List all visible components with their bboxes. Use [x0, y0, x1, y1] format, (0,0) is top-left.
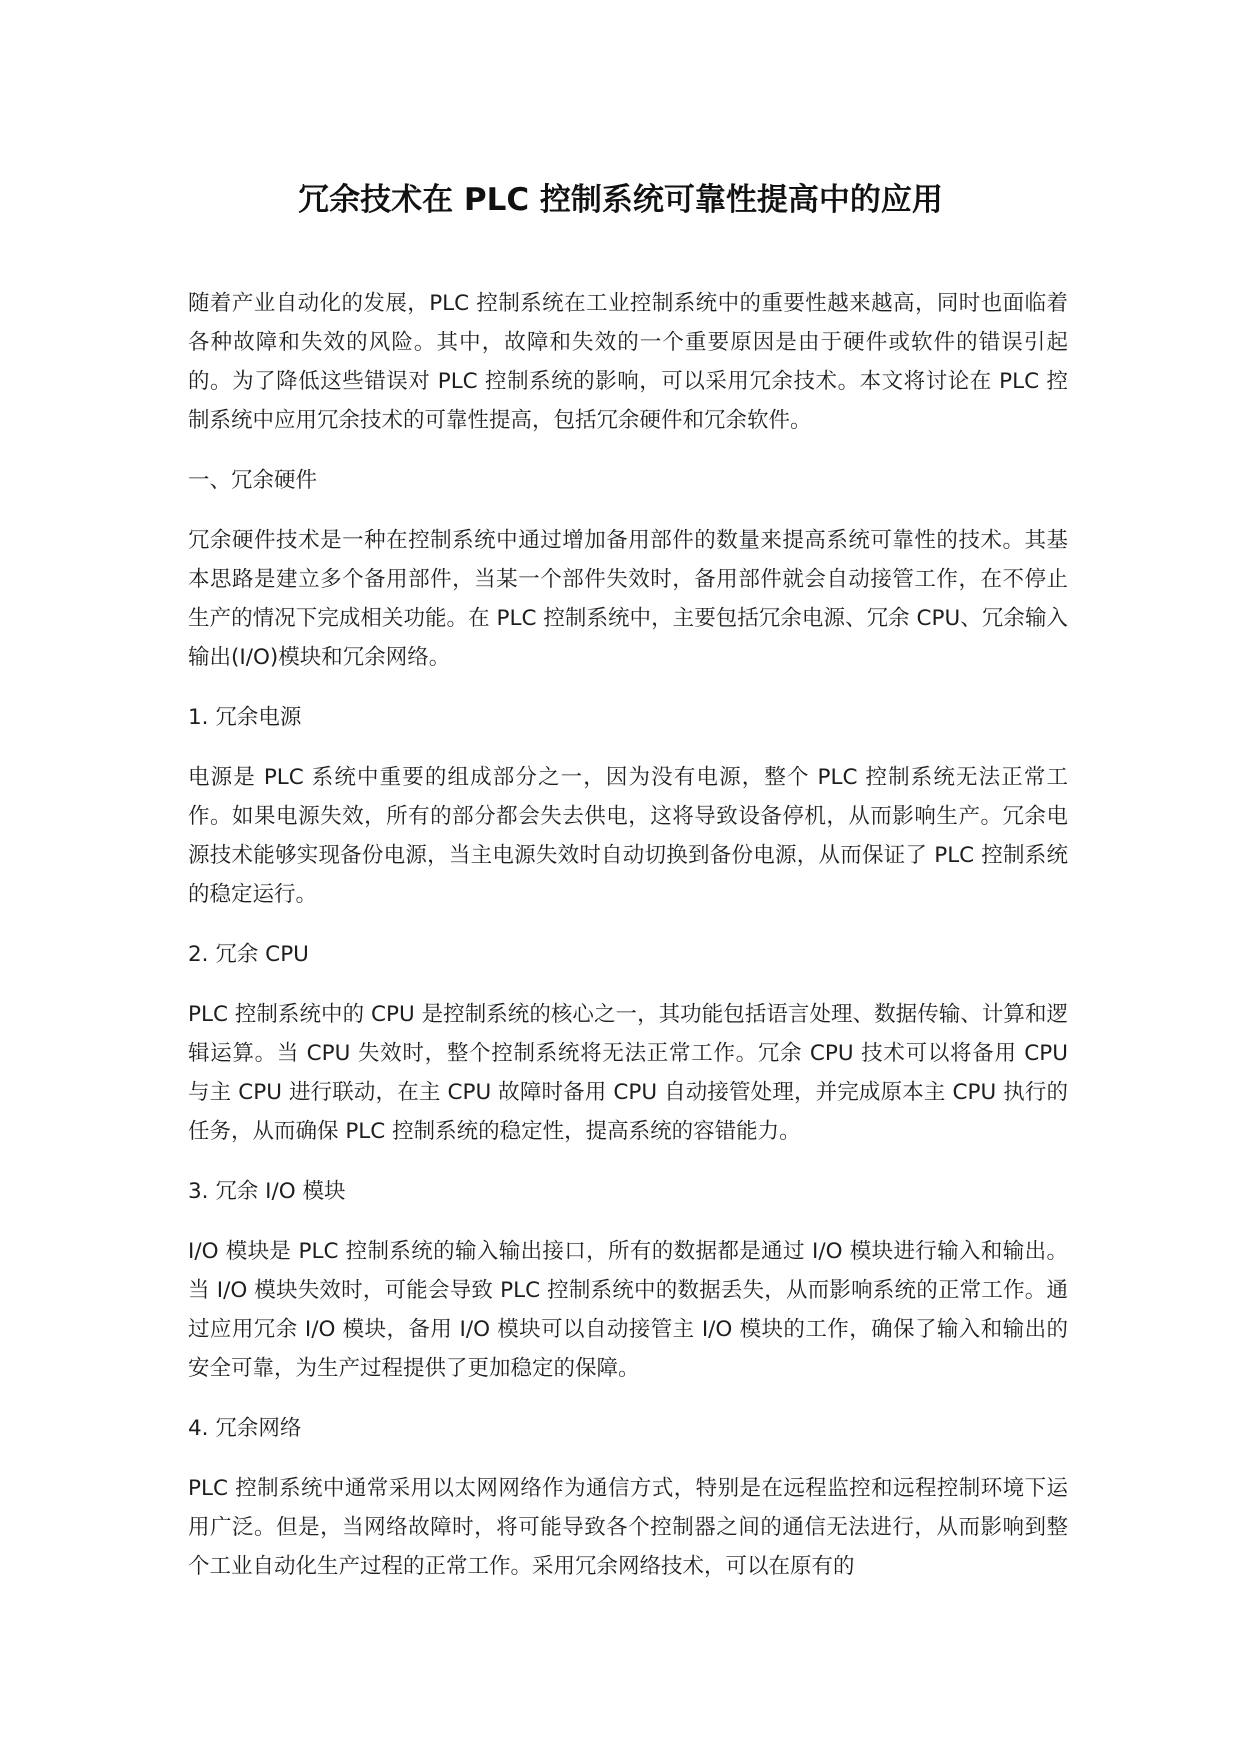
redundant-hardware-paragraph: 冗余硬件技术是一种在控制系统中通过增加备用部件的数量来提高系统可靠性的技术。其基本思路是建立多个备用部件，当某一个部件失效时，备用部件就会自动接管工作，在不停止生产的情况下完成相关功能。在 PLC 控制系统中，主要包括冗余电源、冗余 CPU、冗余输入输出(I/O)模块和冗余网络。 [188, 528, 1068, 670]
document-title: 冗余技术在 PLC 控制系统可靠性提高中的应用 [298, 182, 943, 218]
section-heading-redundant-hardware: 一、冗余硬件 [188, 468, 318, 493]
redundant-network-paragraph: PLC 控制系统中通常采用以太网网络作为通信方式，特别是在远程监控和远程控制环境下运用广泛。但是，当网络故障时，将可能导致各个控制器之间的通信无法进行，从而影响到整个工业自动化生产过程的正常工作。采用冗余网络技术，可以在原有的 [188, 1476, 1068, 1579]
redundant-cpu-paragraph: PLC 控制系统中的 CPU 是控制系统的核心之一，其功能包括语言处理、数据传输、计算和逻辑运算。当 CPU 失效时，整个控制系统将无法正常工作。冗余 CPU 技术可以将备用 CPU 与主 CPU 进行联动，在主 CPU 故障时备用 CPU 自动接管处理，并完成原本主 CPU 执行的任务，从而确保 PLC 控制系统的稳定性，提高系统的容错能力。 [188, 1002, 1068, 1144]
redundant-power-paragraph: 电源是 PLC 系统中重要的组成部分之一，因为没有电源，整个 PLC 控制系统无法正常工作。如果电源失效，所有的部分都会失去供电，这将导致设备停机，从而影响生产。冗余电源技术能够实现备份电源，当主电源失效时自动切换到备份电源，从而保证了 PLC 控制系统的稳定运行。 [188, 765, 1068, 907]
document-body [188, 284, 1068, 1607]
subsection-heading-io: 3. 冗余 I/O 模块 [188, 1179, 346, 1204]
subsection-heading-cpu: 2. 冗余 CPU [188, 942, 309, 967]
intro-paragraph: 随着产业自动化的发展，PLC 控制系统在工业控制系统中的重要性越来越高，同时也面临着各种故障和失效的风险。其中，故障和失效的一个重要原因是由于硬件或软件的错误引起的。为了降低这些错误对 PLC 控制系统的影响，可以采用冗余技术。本文将讨论在 PLC 控制系统中应用冗余技术的可靠性提高，包括冗余硬件和冗余软件。 [188, 291, 1068, 433]
subsection-heading-power: 1. 冗余电源 [188, 705, 302, 730]
subsection-heading-network: 4. 冗余网络 [188, 1416, 302, 1441]
redundant-io-paragraph: I/O 模块是 PLC 控制系统的输入输出接口，所有的数据都是通过 I/O 模块进行输入和输出。当 I/O 模块失效时，可能会导致 PLC 控制系统中的数据丢失，从而影响系统的正常工作。通过应用冗余 I/O 模块，备用 I/O 模块可以自动接管主 I/O 模块的工作，确保了输入和输出的安全可靠，为生产过程提供了更加稳定的保障。 [188, 1239, 1068, 1381]
